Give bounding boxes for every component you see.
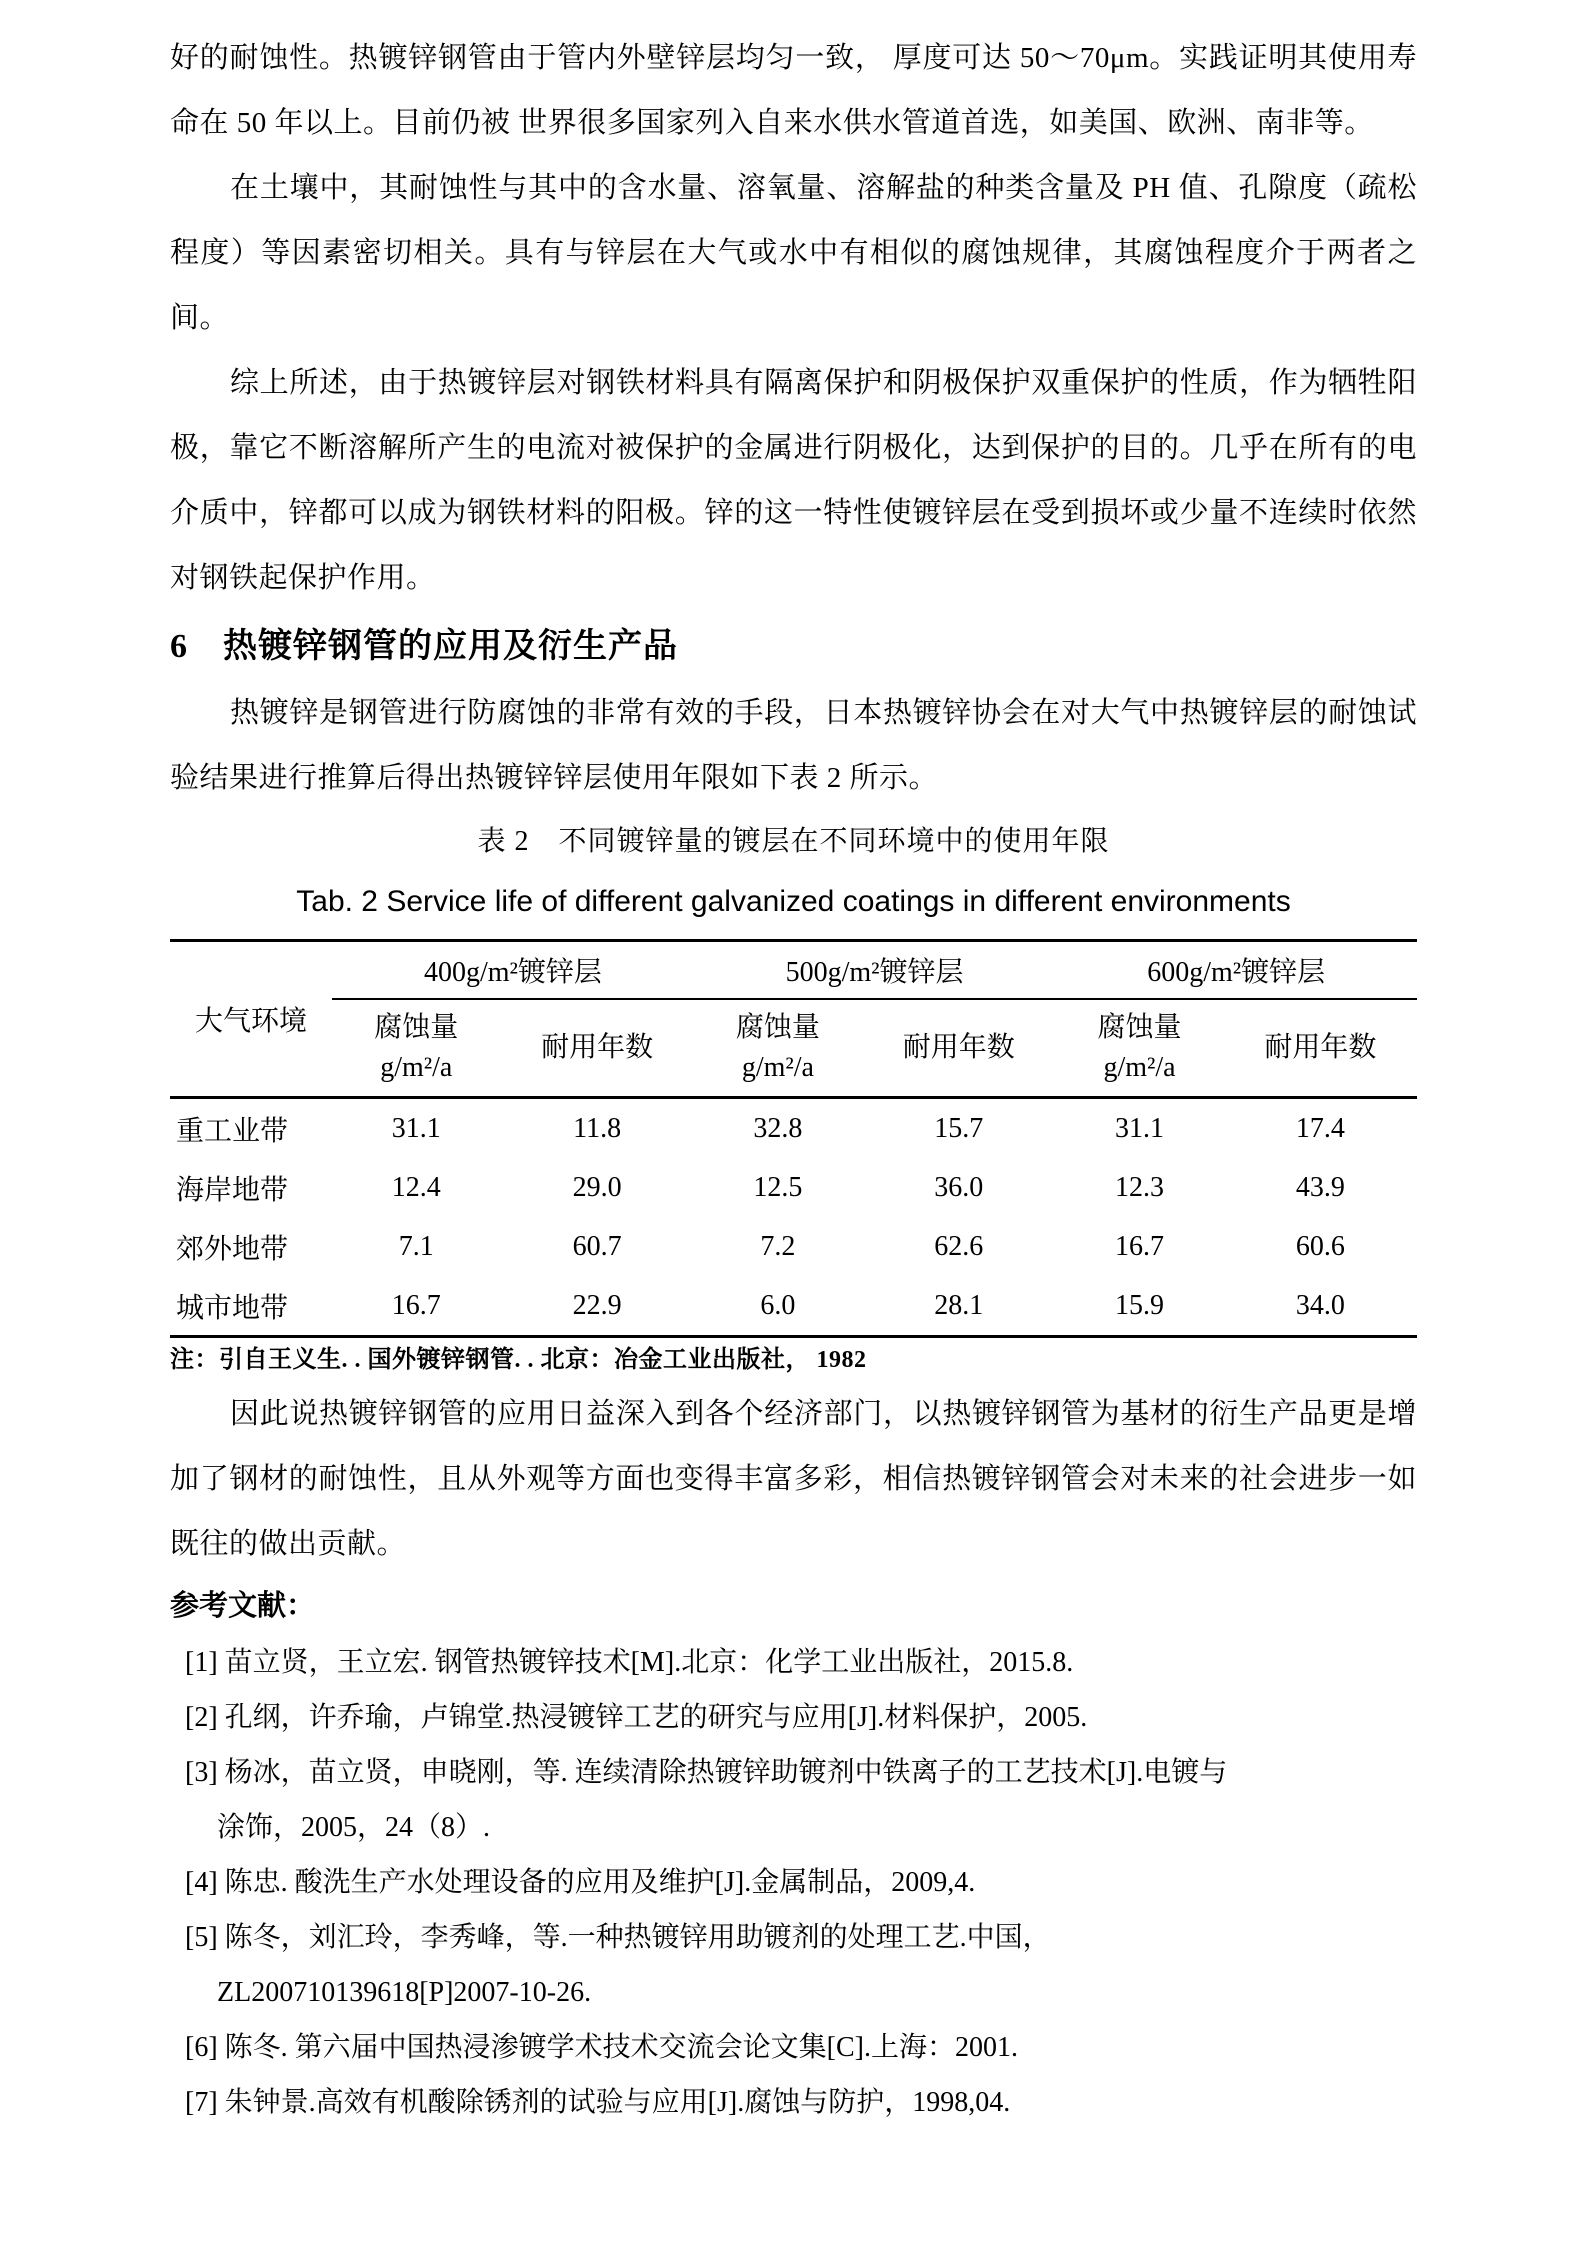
subheader-corrosion-500 xyxy=(694,999,862,1098)
row-label: 重工业带 xyxy=(176,1115,289,1147)
column-group-500: 500g/m²镀锌层 xyxy=(694,941,1056,1000)
paragraph-summary-protection: 综上所述，由于热镀锌层对钢铁材料具有隔离保护和阴极保护双重保护的性质，作为牺牲阳极，靠它不断溶解所产生的电流对被保护的金属进行阴极化，达到保护的目的。几乎在所有的电介质中，锌都可以成为钢铁材料的阳极。锌的这一特性使镀锌层在受到损坏或少量不连续时依然对钢铁起保护作用。 xyxy=(170,367,1417,594)
reference-item: [7] 朱钟景.高效有机酸除锈剂的试验与应用[J].腐蚀与防护，1998,04. xyxy=(185,2087,1011,2118)
table-cell: 15.7 xyxy=(934,1112,984,1144)
table-cell: 36.0 xyxy=(934,1171,984,1203)
references-heading: 参考文献： xyxy=(170,1590,316,1622)
subheader-corrosion-label: 腐蚀量 xyxy=(374,1012,459,1043)
table-cell: 62.6 xyxy=(934,1230,984,1262)
table-cell: 15.9 xyxy=(1115,1289,1165,1321)
reference-item: [5] 陈冬，刘汇玲，李秀峰，等.一种热镀锌用助镀剂的处理工艺.中国， xyxy=(185,1922,1051,1953)
table-cell: 60.6 xyxy=(1295,1230,1345,1262)
table-cell: 29.0 xyxy=(572,1171,622,1203)
table-cell: 28.1 xyxy=(934,1289,984,1321)
subheader-corrosion-unit: g/m²/a xyxy=(741,1052,814,1083)
subheader-corrosion-600 xyxy=(1055,999,1223,1098)
section-heading: 6 热镀锌钢管的应用及衍生产品 xyxy=(170,628,678,665)
subheader-durability-600: 耐用年数 xyxy=(1224,999,1417,1098)
row-label: 郊外地带 xyxy=(176,1233,289,1265)
table-source-note: 注：引自王义生. . 国外镀锌钢管. . 北京：冶金工业出版社， 1982 xyxy=(170,1347,867,1373)
row-label: 海岸地带 xyxy=(176,1174,289,1206)
table-cell: 16.7 xyxy=(391,1289,441,1321)
reference-item: [2] 孔纲，许乔瑜，卢锦堂.热浸镀锌工艺的研究与应用[J].材料保护，2005. xyxy=(185,1702,1088,1733)
table-cell: 34.0 xyxy=(1295,1289,1345,1321)
reference-item: [6] 陈冬. 第六届中国热浸渗镀学术技术交流会论文集[C].上海：2001. xyxy=(185,2032,1018,2063)
table-caption-zh: 表 2 不同镀锌量的镀层在不同环境中的使用年限 xyxy=(477,826,1110,857)
reference-item: [3] 杨冰，苗立贤，申晓刚，等. 连续清除热镀锌助镀剂中铁离子的工艺技术[J].电镀与 xyxy=(185,1757,1228,1788)
service-life-table xyxy=(170,939,1417,1338)
table-cell: 12.3 xyxy=(1115,1171,1165,1203)
table-cell: 7.1 xyxy=(398,1230,434,1262)
table-header-groups-row xyxy=(170,941,1417,1000)
column-group-400: 400g/m²镀锌层 xyxy=(332,941,694,1000)
column-group-600: 600g/m²镀锌层 xyxy=(1055,941,1417,1000)
reference-item: [1] 苗立贤，王立宏. 钢管热镀锌技术[M].北京：化学工业出版社，2015.8. xyxy=(185,1647,1074,1678)
paragraph-closing: 因此说热镀锌钢管的应用日益深入到各个经济部门，以热镀锌钢管为基材的衍生产品更是增加了钢材的耐蚀性，且从外观等方面也变得丰富多彩，相信热镀锌钢管会对未来的社会进步一如既往的做出贡献。 xyxy=(170,1398,1417,1560)
table-cell: 22.9 xyxy=(572,1289,622,1321)
subheader-corrosion-label: 腐蚀量 xyxy=(1097,1012,1182,1043)
table-cell: 32.8 xyxy=(753,1112,803,1144)
table-row-heavy-industry xyxy=(170,1098,1417,1159)
table-header-sub-row xyxy=(170,999,1417,1098)
references-list xyxy=(170,1635,1417,2130)
subheader-durability-500: 耐用年数 xyxy=(862,999,1055,1098)
column-header-environment: 大气环境 xyxy=(170,941,332,1098)
table-cell: 7.2 xyxy=(760,1230,796,1262)
table-row-suburban xyxy=(170,1217,1417,1276)
table-cell: 16.7 xyxy=(1115,1230,1165,1262)
table-cell: 6.0 xyxy=(760,1289,796,1321)
table-cell: 31.1 xyxy=(1115,1112,1165,1144)
subheader-durability-400: 耐用年数 xyxy=(500,999,693,1098)
subheader-corrosion-400 xyxy=(332,999,500,1098)
paragraph-corrosion-resistance: 好的耐蚀性。热镀锌钢管由于管内外壁锌层均匀一致， 厚度可达 50～70μm。实践证明其使用寿命在 50 年以上。目前仍被 世界很多国家列入自来水供水管道首选，如美国、欧洲、南非等。 xyxy=(170,42,1417,139)
table-cell: 31.1 xyxy=(391,1112,441,1144)
reference-item-continuation: 涂饰，2005，24（8）. xyxy=(217,1812,491,1843)
paragraph-section-intro: 热镀锌是钢管进行防腐蚀的非常有效的手段，日本热镀锌协会在对大气中热镀锌层的耐蚀试验结果进行推算后得出热镀锌锌层使用年限如下表 2 所示。 xyxy=(170,697,1417,794)
table-row-coastal xyxy=(170,1158,1417,1217)
subheader-corrosion-unit: g/m²/a xyxy=(1103,1052,1176,1083)
table-cell: 60.7 xyxy=(572,1230,622,1262)
table-row-urban xyxy=(170,1276,1417,1337)
table-cell: 43.9 xyxy=(1295,1171,1345,1203)
table-cell: 17.4 xyxy=(1295,1112,1345,1144)
reference-item: [4] 陈忠. 酸洗生产水处理设备的应用及维护[J].金属制品，2009,4. xyxy=(185,1867,976,1898)
row-label: 城市地带 xyxy=(176,1292,289,1324)
subheader-corrosion-label: 腐蚀量 xyxy=(735,1012,820,1043)
table-cell: 12.5 xyxy=(753,1171,803,1203)
subheader-corrosion-unit: g/m²/a xyxy=(380,1052,453,1083)
reference-item-continuation: ZL200710139618[P]2007-10-26. xyxy=(217,1977,592,2008)
table-caption-en: Tab. 2 Service life of different galvanized coatings in different environments xyxy=(296,885,1291,918)
paragraph-soil-corrosion: 在土壤中，其耐蚀性与其中的含水量、溶氧量、溶解盐的种类含量及 PH 值、孔隙度（疏松程度）等因素密切相关。具有与锌层在大气或水中有相似的腐蚀规律，其腐蚀程度介于两者之间。 xyxy=(170,172,1417,334)
table-cell: 12.4 xyxy=(391,1171,441,1203)
table-cell: 11.8 xyxy=(573,1112,622,1144)
